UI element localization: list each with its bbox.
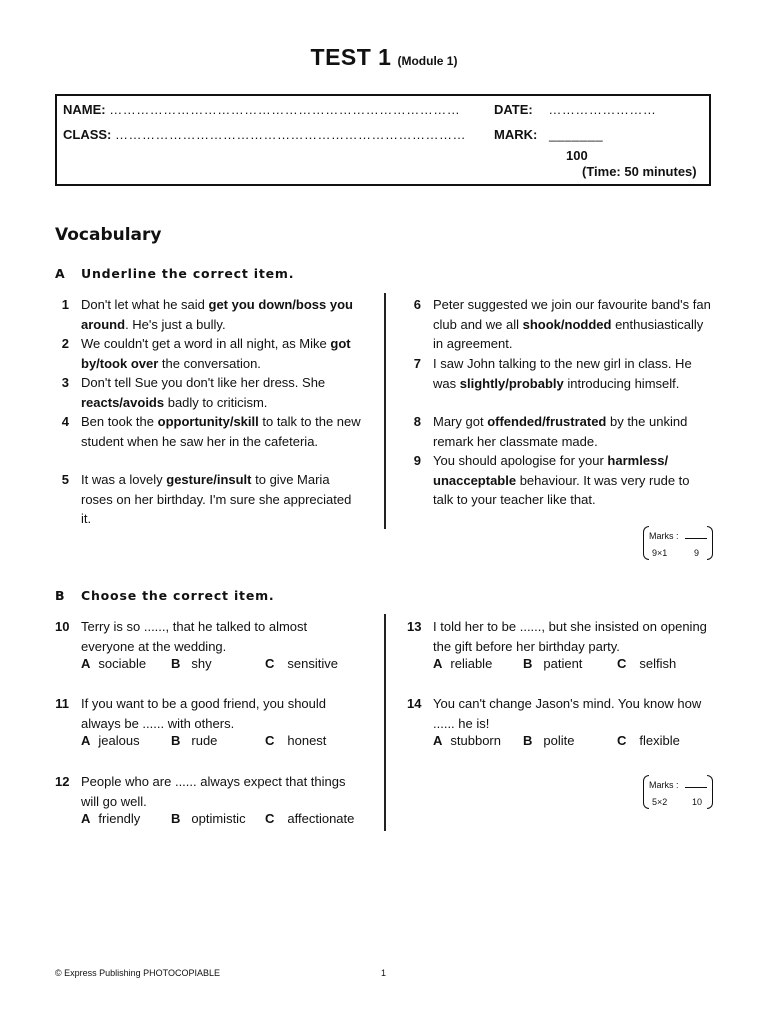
marks-box-a xyxy=(643,526,715,560)
options-13 xyxy=(433,656,492,671)
option-letter: A xyxy=(433,733,443,748)
question-text: the conversation. xyxy=(158,355,261,371)
option-c[interactable]: affectionate xyxy=(287,811,355,826)
options-13 xyxy=(617,656,676,671)
question-text: Ben took the xyxy=(81,414,158,429)
option-b[interactable]: shy xyxy=(191,656,212,671)
option-letter: C xyxy=(265,733,275,748)
question-number: 3 xyxy=(61,375,69,390)
option-letter: B xyxy=(523,656,533,671)
option-a[interactable]: friendly xyxy=(98,811,141,826)
option-letter: B xyxy=(523,733,533,748)
part-a-instruction xyxy=(55,266,294,281)
question-number: 6 xyxy=(413,297,421,312)
date-field[interactable] xyxy=(494,102,656,117)
options-12 xyxy=(81,811,140,826)
option-a[interactable]: stubborn xyxy=(450,733,501,748)
answer-choices[interactable]: harmless/ unacceptable xyxy=(433,453,669,488)
name-field[interactable] xyxy=(63,102,460,117)
question-text: Don't let what he said xyxy=(81,297,209,312)
marks-label: Marks : xyxy=(649,780,679,790)
date-dots: …………………… xyxy=(548,102,657,117)
options-11 xyxy=(265,733,326,748)
option-b[interactable]: polite xyxy=(543,733,575,748)
test-title: TEST 1 xyxy=(310,44,392,70)
mark-field[interactable] xyxy=(494,127,603,142)
option-letter: A xyxy=(81,811,91,826)
answer-choices[interactable]: shook/nodded xyxy=(522,316,612,332)
options-14 xyxy=(617,733,680,748)
page-title xyxy=(0,44,768,71)
question-number: 8 xyxy=(413,414,421,429)
date-label: DATE: xyxy=(494,102,533,117)
section-title: Vocabulary xyxy=(55,225,162,245)
options-14 xyxy=(523,733,574,748)
question-number: 4 xyxy=(61,414,69,429)
question-text: People who are ...... always expect that things will go well. xyxy=(81,774,346,809)
question-number: 7 xyxy=(413,356,421,371)
mark-total: 100 xyxy=(566,148,588,163)
question-text: Terry is so ......, that he talked to almost everyone at the wedding. xyxy=(81,619,308,654)
option-letter: A xyxy=(81,733,91,748)
question-number: 13 xyxy=(407,619,422,634)
mark-line: _______ xyxy=(548,127,604,142)
options-11 xyxy=(81,733,140,748)
module-label: (Module 1) xyxy=(397,54,458,68)
name-dots: …………………………………………………………………… xyxy=(109,102,461,117)
option-letter: A xyxy=(81,656,91,671)
marks-calc: 5×2 xyxy=(652,797,668,807)
options-12 xyxy=(171,811,246,826)
question-text: We couldn't get a word in all night, as Mike xyxy=(81,336,331,351)
part-a-instruction-text: Underline the correct item. xyxy=(81,266,295,281)
question-text: I told her to be ......, but she insisted on opening the gift before her birthday party. xyxy=(433,619,707,654)
class-label: CLASS: xyxy=(63,127,112,142)
question-text: If you want to be a good friend, you should always be ...... with others. xyxy=(81,696,327,731)
answer-choices[interactable]: opportunity/skill xyxy=(157,414,259,429)
option-c[interactable]: honest xyxy=(287,733,327,748)
question-text: Don't tell Sue you don't like her dress. She xyxy=(81,375,326,390)
marks-label: Marks : xyxy=(649,531,679,541)
answer-choices[interactable]: reacts/avoids xyxy=(81,394,165,410)
question-number: 1 xyxy=(61,297,69,312)
option-c[interactable]: selfish xyxy=(639,656,677,671)
bracket-right xyxy=(707,526,713,560)
option-letter: B xyxy=(171,811,181,826)
class-field[interactable] xyxy=(63,127,466,142)
question-text: You can't change Jason's mind. You know how ...... he is! xyxy=(433,696,702,731)
mark-label: MARK: xyxy=(494,127,538,142)
question-number: 11 xyxy=(55,696,69,711)
options-12 xyxy=(265,811,354,826)
question-number: 5 xyxy=(61,472,69,487)
question-number: 9 xyxy=(413,453,421,468)
option-letter: B xyxy=(171,733,181,748)
question-number: 12 xyxy=(55,774,70,789)
question-text: enthusiastically in agreement. xyxy=(433,316,704,351)
answer-choices[interactable]: slightly/probably xyxy=(459,375,564,391)
options-10 xyxy=(171,656,212,671)
question-text: badly to criticism. xyxy=(164,394,268,410)
bracket-right xyxy=(707,775,713,809)
option-letter: B xyxy=(171,656,181,671)
part-b-instruction xyxy=(55,588,274,603)
option-b[interactable]: rude xyxy=(191,733,218,748)
question-text: . He's just a bully. xyxy=(125,316,226,332)
question-text: You should apologise for your xyxy=(433,453,608,468)
option-a[interactable]: reliable xyxy=(450,656,493,671)
option-a[interactable]: sociable xyxy=(98,656,147,671)
options-10 xyxy=(81,656,146,671)
marks-box-b xyxy=(643,775,715,809)
option-c[interactable]: sensitive xyxy=(287,656,338,671)
part-b-letter: B xyxy=(55,588,66,603)
options-10 xyxy=(265,656,338,671)
options-13 xyxy=(523,656,582,671)
options-14 xyxy=(433,733,501,748)
question-number: 2 xyxy=(61,336,69,351)
footer-copyright: © Express Publishing PHOTOCOPIABLE xyxy=(55,968,221,978)
option-b[interactable]: patient xyxy=(543,656,583,671)
options-11 xyxy=(171,733,217,748)
option-a[interactable]: jealous xyxy=(98,733,140,748)
part-a-letter: A xyxy=(55,266,66,281)
question-text: to talk to the new student when he saw her in the cafeteria. xyxy=(81,414,361,449)
marks-calc: 9×1 xyxy=(652,548,668,558)
question-text: introducing himself. xyxy=(563,375,680,391)
answer-choices[interactable]: offended/frustrated xyxy=(487,414,607,429)
option-letter: C xyxy=(617,656,627,671)
question-number: 14 xyxy=(407,696,422,711)
question-text: Peter suggested we join our favourite band's fan club and we all xyxy=(433,297,711,332)
question-text: I saw John talking to the new girl in class. He was xyxy=(433,356,692,391)
option-letter: C xyxy=(265,811,275,826)
answer-choices[interactable]: get you down/boss you around xyxy=(81,297,353,332)
marks-total: 9 xyxy=(694,548,700,558)
column-divider xyxy=(384,293,386,529)
page-number: 1 xyxy=(381,968,387,978)
option-letter: A xyxy=(433,656,443,671)
column-divider xyxy=(384,614,386,831)
class-dots: …………………………………………………………………… xyxy=(115,127,467,142)
question-text: to give Maria roses on her birthday. I'm sure she appreciated it. xyxy=(81,472,352,526)
question-text: by the unkind remark her classmate made. xyxy=(433,414,688,449)
marks-score-line xyxy=(685,538,707,539)
question-text: It was a lovely xyxy=(81,472,167,487)
time-limit: (Time: 50 minutes) xyxy=(582,164,697,179)
marks-score-line xyxy=(685,787,707,788)
part-b-instruction-text: Choose the correct item. xyxy=(81,588,275,603)
name-label: NAME: xyxy=(63,102,106,117)
answer-choices[interactable]: got by/took over xyxy=(81,336,351,371)
option-b[interactable]: optimistic xyxy=(191,811,246,826)
question-text: behaviour. It was very rude to talk to your teacher like that. xyxy=(433,472,690,507)
question-number: 10 xyxy=(55,619,70,634)
question-text: Mary got xyxy=(433,414,488,429)
option-c[interactable]: flexible xyxy=(639,733,680,748)
option-letter: C xyxy=(265,656,275,671)
answer-choices[interactable]: gesture/insult xyxy=(166,472,252,487)
marks-total: 10 xyxy=(692,797,703,807)
option-letter: C xyxy=(617,733,627,748)
